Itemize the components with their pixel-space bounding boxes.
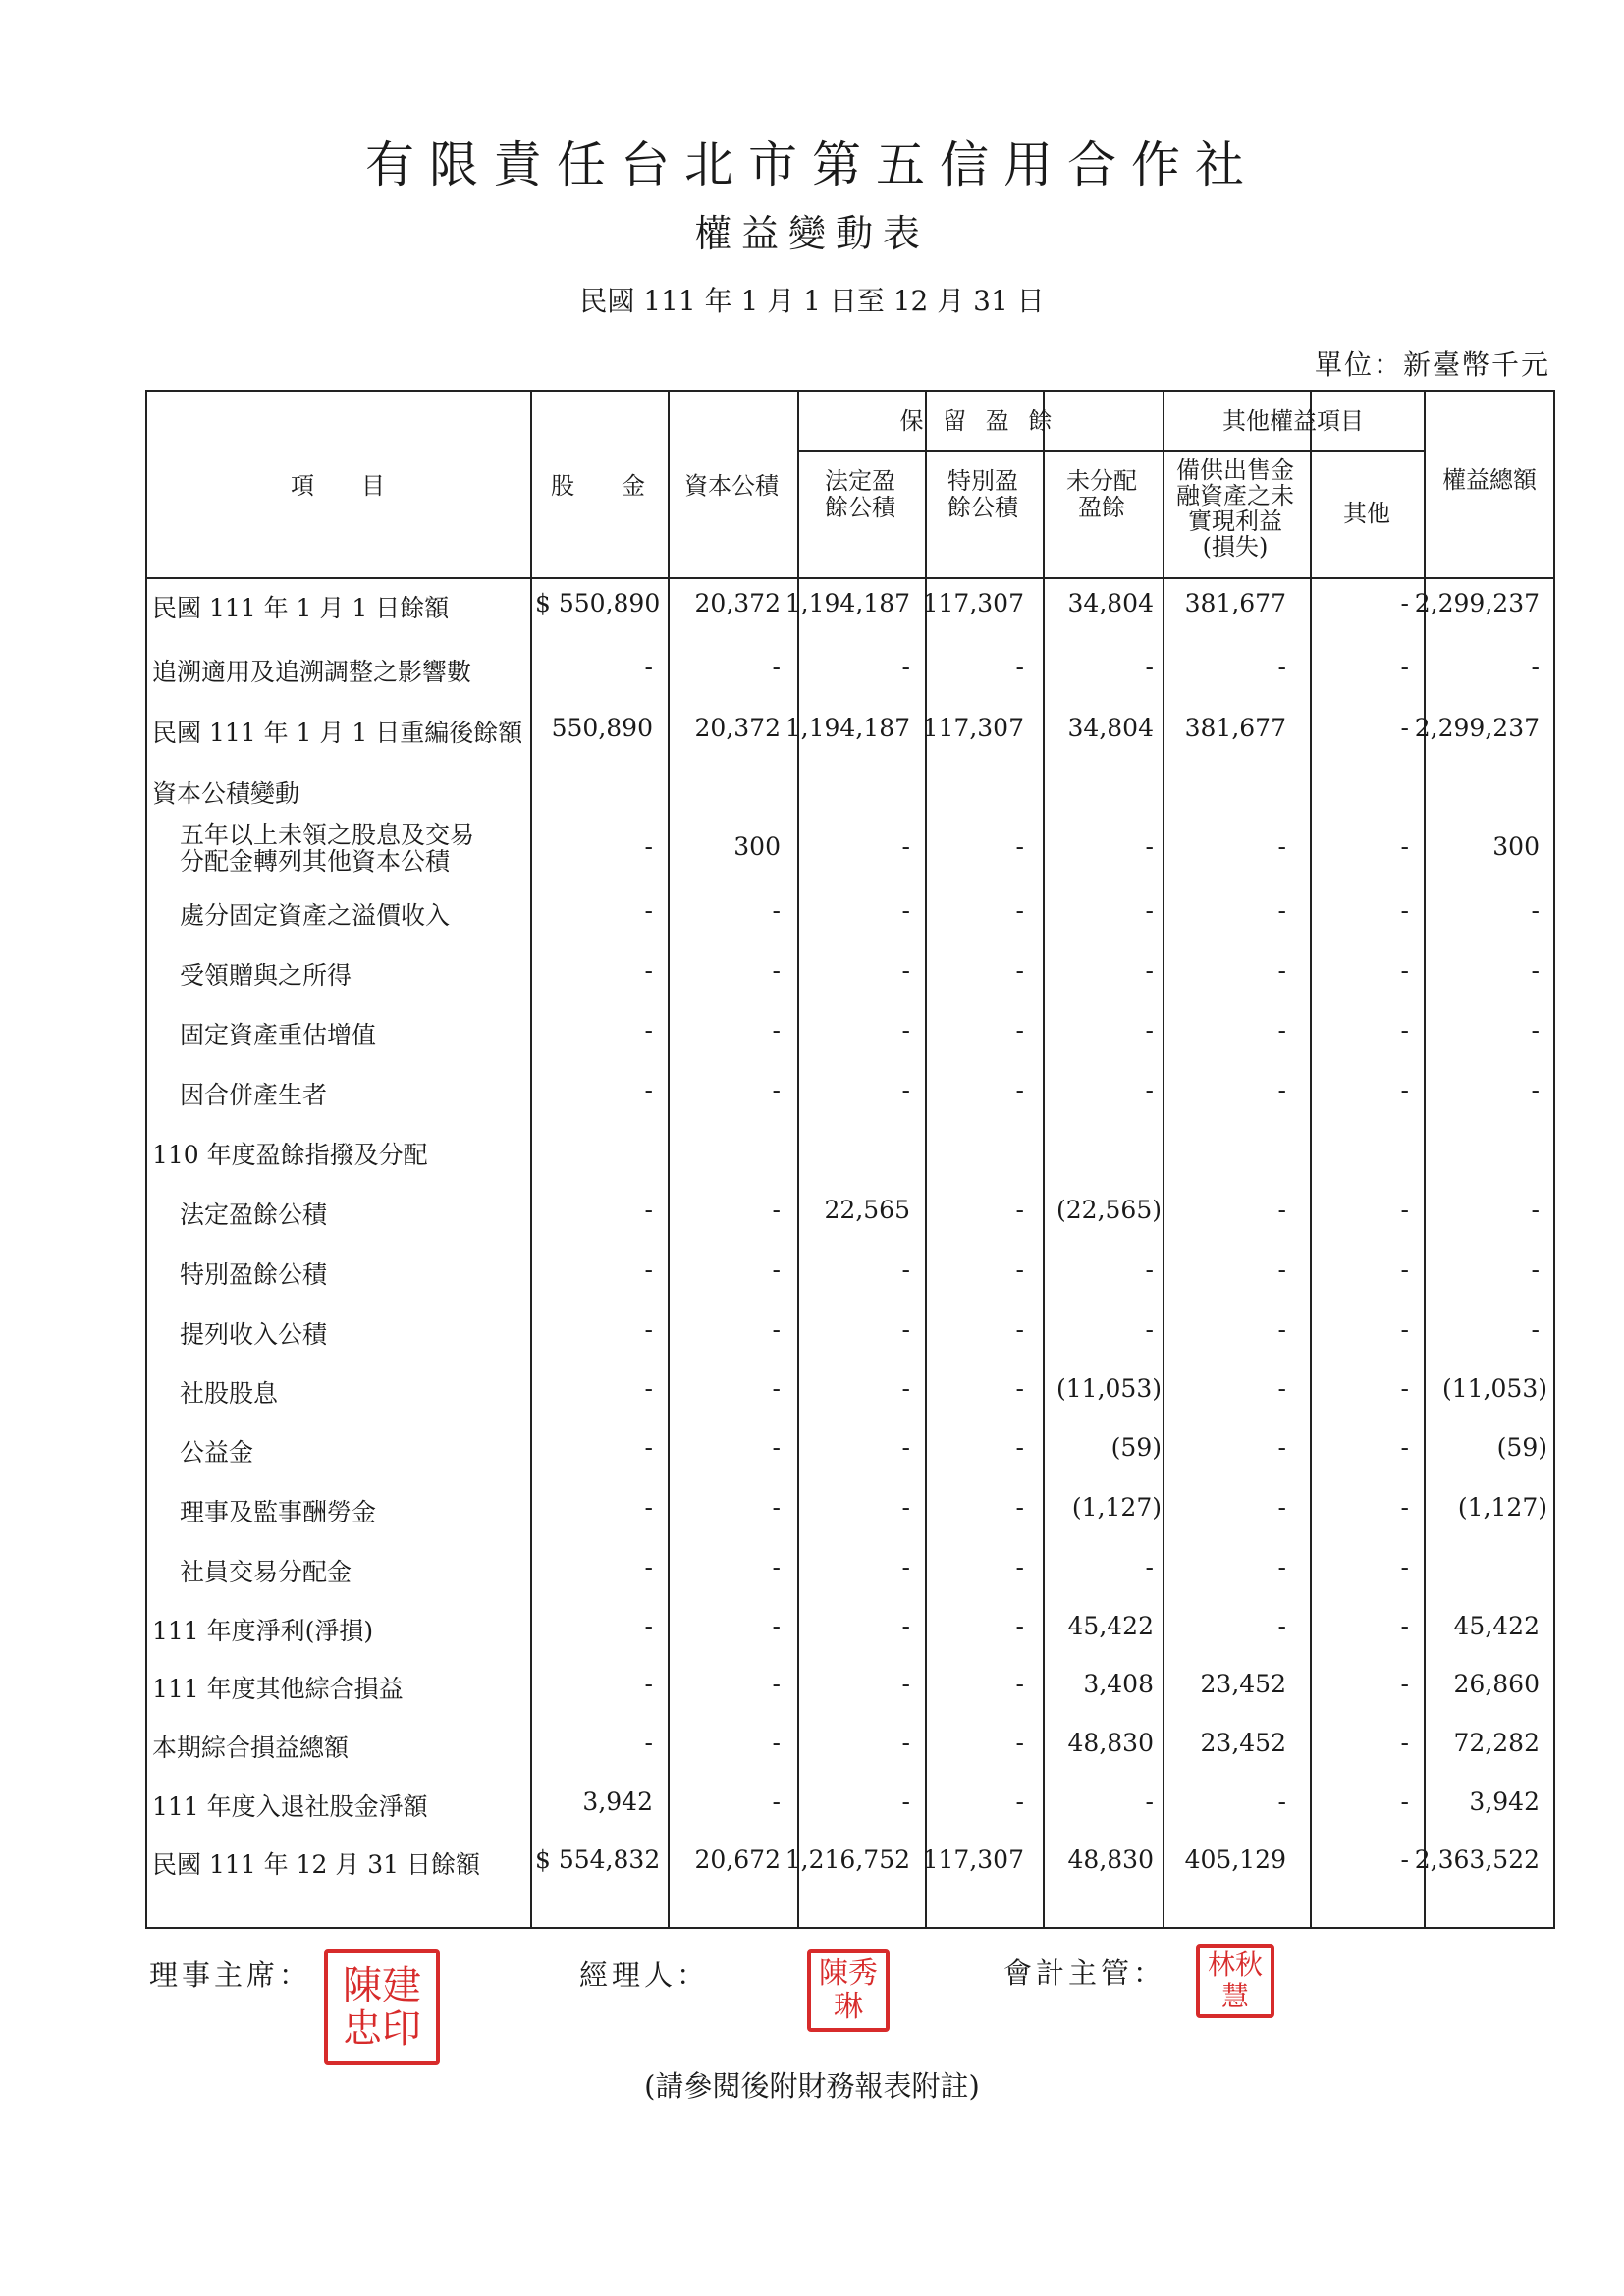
row-value: - xyxy=(1277,1553,1286,1581)
row-value: - xyxy=(1015,1016,1024,1044)
header-other: 其他 xyxy=(1343,500,1390,527)
row-label: 資本公積變動 xyxy=(152,779,300,808)
row-value: 72,282 xyxy=(1453,1729,1540,1757)
row-value: - xyxy=(1015,1788,1024,1816)
row-value: - xyxy=(644,1433,653,1462)
row-value: - xyxy=(1400,1788,1409,1816)
row-value: - xyxy=(1277,896,1286,925)
row-value: - xyxy=(644,1729,653,1757)
row-value: - xyxy=(772,1076,781,1104)
row-value: - xyxy=(1400,1016,1409,1044)
row-value: - xyxy=(1015,1729,1024,1757)
header-legal-reserve: 法定盈 餘公積 xyxy=(825,467,895,521)
row-value: - xyxy=(1015,1612,1024,1640)
row-value: - xyxy=(644,1493,653,1522)
row-value: (1,127) xyxy=(1071,1493,1162,1522)
row-value: 3,942 xyxy=(582,1788,653,1816)
row-value: - xyxy=(901,1788,910,1816)
row-value: - xyxy=(1015,896,1024,925)
row-value: - xyxy=(644,1612,653,1640)
row-value: - xyxy=(1015,1670,1024,1698)
table-column-divider xyxy=(797,390,799,1929)
row-value: (22,565) xyxy=(1056,1196,1162,1224)
row-value: - xyxy=(1277,1016,1286,1044)
table-column-divider xyxy=(1163,390,1164,1929)
row-value: 20,372 xyxy=(694,589,781,617)
row-value: (59) xyxy=(1496,1433,1547,1462)
row-value: 45,422 xyxy=(1067,1612,1154,1640)
header-special-reserve: 特別盈 餘公積 xyxy=(947,467,1018,521)
row-value: - xyxy=(1277,653,1286,681)
row-value: - xyxy=(1400,956,1409,985)
row-value: - xyxy=(901,653,910,681)
row-value: - xyxy=(1277,1433,1286,1462)
row-value: - xyxy=(1145,1076,1154,1104)
row-value: 117,307 xyxy=(922,589,1024,617)
header-unappropriated: 未分配 盈餘 xyxy=(1066,467,1137,521)
row-value: - xyxy=(901,1493,910,1522)
row-value: (1,127) xyxy=(1457,1493,1547,1522)
organization-title: 有限責任台北市第五信用合作社 xyxy=(365,136,1259,193)
row-value: - xyxy=(1015,1255,1024,1284)
manager-label: 經理人： xyxy=(579,1958,710,1992)
row-value: - xyxy=(1531,1076,1540,1104)
row-value: - xyxy=(644,1374,653,1403)
row-value: - xyxy=(644,1016,653,1044)
row-value: - xyxy=(1531,1196,1540,1224)
row-value: - xyxy=(1531,1315,1540,1344)
header-item: 項 目 xyxy=(291,472,385,500)
row-value: - xyxy=(772,1553,781,1581)
row-value: - xyxy=(772,1433,781,1462)
row-value: 2,299,237 xyxy=(1414,589,1540,617)
row-value: 2,299,237 xyxy=(1414,714,1540,742)
row-label: 111 年度入退社股金淨額 xyxy=(152,1792,428,1821)
row-value: - xyxy=(1400,653,1409,681)
row-value: - xyxy=(901,1729,910,1757)
row-value: - xyxy=(1277,1196,1286,1224)
row-value: - xyxy=(1531,653,1540,681)
row-value: - xyxy=(644,956,653,985)
row-value: 1,194,187 xyxy=(785,589,910,617)
footnote: (請參閱後附財務報表附註) xyxy=(644,2069,980,2103)
row-value: - xyxy=(1015,653,1024,681)
header-afs-unrealized: 備供出售金 融資產之未 實現利益 (損失) xyxy=(1176,456,1294,561)
row-value: - xyxy=(772,1315,781,1344)
row-label: 民國 111 年 1 月 1 日餘額 xyxy=(152,594,450,622)
row-value: 34,804 xyxy=(1067,714,1154,742)
row-value: - xyxy=(644,1315,653,1344)
row-value: 3,942 xyxy=(1469,1788,1540,1816)
row-value: 1,194,187 xyxy=(785,714,910,742)
row-value: 3,408 xyxy=(1083,1670,1154,1698)
row-value: (59) xyxy=(1110,1433,1162,1462)
row-value: - xyxy=(1400,1845,1409,1874)
row-value: - xyxy=(1400,1255,1409,1284)
row-value: - xyxy=(1400,1493,1409,1522)
row-value: - xyxy=(1531,1255,1540,1284)
row-value: $ 554,832 xyxy=(535,1845,661,1874)
row-value: - xyxy=(772,1374,781,1403)
accountant-label: 會計主管： xyxy=(1003,1956,1166,1990)
row-value: 45,422 xyxy=(1453,1612,1540,1640)
row-label: 111 年度其他綜合損益 xyxy=(152,1675,404,1703)
row-value: - xyxy=(1015,832,1024,861)
row-label: 111 年度淨利(淨損) xyxy=(152,1617,374,1645)
row-value: 26,860 xyxy=(1453,1670,1540,1698)
row-value: 117,307 xyxy=(922,1845,1024,1874)
table-column-divider xyxy=(1424,390,1426,1929)
row-label: 提列收入公積 xyxy=(180,1320,328,1349)
header-capital-surplus: 資本公積 xyxy=(684,472,779,500)
row-value: - xyxy=(1015,1493,1024,1522)
row-value: - xyxy=(1400,1076,1409,1104)
row-label: 法定盈餘公積 xyxy=(180,1201,328,1229)
row-value: - xyxy=(772,1670,781,1698)
row-value: - xyxy=(1015,1374,1024,1403)
row-value: - xyxy=(1145,1016,1154,1044)
row-value: - xyxy=(1277,1374,1286,1403)
row-value: - xyxy=(772,1729,781,1757)
row-value: 117,307 xyxy=(922,714,1024,742)
row-value: 23,452 xyxy=(1200,1670,1286,1698)
row-value: 34,804 xyxy=(1067,589,1154,617)
row-value: - xyxy=(1277,1493,1286,1522)
row-value: 381,677 xyxy=(1184,714,1286,742)
row-value: - xyxy=(1400,896,1409,925)
row-value: - xyxy=(1015,956,1024,985)
row-value: - xyxy=(644,1196,653,1224)
row-value: - xyxy=(1277,1255,1286,1284)
row-value: 300 xyxy=(1492,832,1540,861)
row-value: - xyxy=(901,1016,910,1044)
row-label: 固定資產重估增值 xyxy=(180,1021,377,1049)
row-value: - xyxy=(1145,832,1154,861)
row-value: 22,565 xyxy=(824,1196,910,1224)
row-value: - xyxy=(1400,1196,1409,1224)
row-value: - xyxy=(1531,956,1540,985)
row-value: - xyxy=(1015,1553,1024,1581)
row-value: - xyxy=(1145,956,1154,985)
row-value: (11,053) xyxy=(1442,1374,1547,1403)
row-value: 1,216,752 xyxy=(785,1845,910,1874)
row-value: 48,830 xyxy=(1067,1729,1154,1757)
row-value: - xyxy=(901,1255,910,1284)
row-value: - xyxy=(1015,1433,1024,1462)
row-value: 23,452 xyxy=(1200,1729,1286,1757)
row-value: - xyxy=(1400,832,1409,861)
row-value: 2,363,522 xyxy=(1414,1845,1540,1874)
row-value: - xyxy=(772,956,781,985)
table-column-divider xyxy=(1310,390,1312,1929)
row-value: - xyxy=(1145,653,1154,681)
row-value: 405,129 xyxy=(1184,1845,1286,1874)
row-label: 社股股息 xyxy=(180,1379,279,1408)
row-value: - xyxy=(901,956,910,985)
row-value: - xyxy=(901,1315,910,1344)
row-label: 處分固定資產之溢價收入 xyxy=(180,901,451,930)
row-value: - xyxy=(1015,1196,1024,1224)
row-value: - xyxy=(1400,1670,1409,1698)
row-label: 民國 111 年 12 月 31 日餘額 xyxy=(152,1850,481,1879)
header-other-equity: 其他權益項目 xyxy=(1222,407,1364,435)
row-value: - xyxy=(1400,1315,1409,1344)
row-value: - xyxy=(1400,1612,1409,1640)
row-label: 理事及監事酬勞金 xyxy=(180,1498,377,1526)
row-value: - xyxy=(1145,1255,1154,1284)
table-column-divider xyxy=(925,390,927,1929)
row-value: - xyxy=(644,832,653,861)
row-value: - xyxy=(772,1788,781,1816)
row-value: - xyxy=(901,1374,910,1403)
row-value: - xyxy=(1277,1788,1286,1816)
row-value: - xyxy=(644,653,653,681)
row-value: - xyxy=(772,1255,781,1284)
row-value: 20,372 xyxy=(694,714,781,742)
row-value: - xyxy=(901,1433,910,1462)
row-value: - xyxy=(772,1016,781,1044)
row-value: - xyxy=(1277,1076,1286,1104)
row-value: (11,053) xyxy=(1056,1374,1162,1403)
row-value: - xyxy=(1015,1076,1024,1104)
row-value: - xyxy=(772,1612,781,1640)
table-row-divider xyxy=(797,450,1424,452)
row-label: 因合併產生者 xyxy=(180,1081,328,1109)
row-label: 公益金 xyxy=(180,1438,254,1467)
row-value: - xyxy=(644,1255,653,1284)
table-column-divider xyxy=(530,390,532,1929)
chairman-seal: 陳建 忠印 xyxy=(324,1949,440,2065)
row-label: 民國 111 年 1 月 1 日重編後餘額 xyxy=(152,719,523,747)
row-label: 社員交易分配金 xyxy=(180,1558,352,1586)
row-value: - xyxy=(644,1670,653,1698)
row-label: 特別盈餘公積 xyxy=(180,1260,328,1289)
row-value: - xyxy=(644,896,653,925)
row-value: - xyxy=(1145,1315,1154,1344)
row-value: - xyxy=(1145,1788,1154,1816)
row-value: - xyxy=(772,653,781,681)
row-value: - xyxy=(901,1670,910,1698)
header-total-equity: 權益總額 xyxy=(1442,466,1537,494)
row-value: - xyxy=(901,1076,910,1104)
row-value: - xyxy=(1400,1374,1409,1403)
row-value: - xyxy=(901,832,910,861)
row-value: - xyxy=(1277,1315,1286,1344)
accountant-seal: 林秋 慧 xyxy=(1196,1944,1274,2018)
header-share-capital: 股 金 xyxy=(551,472,645,500)
row-value: - xyxy=(644,1553,653,1581)
row-value: - xyxy=(1145,1553,1154,1581)
row-value: - xyxy=(772,896,781,925)
table-row-divider xyxy=(145,577,1555,579)
chairman-label: 理事主席： xyxy=(149,1958,312,1992)
header-retained-earnings: 保 留 盈 餘 xyxy=(899,407,1058,435)
row-value: - xyxy=(1145,896,1154,925)
table-column-divider xyxy=(1043,390,1045,1929)
row-value: - xyxy=(901,896,910,925)
row-value: 550,890 xyxy=(551,714,653,742)
row-value: - xyxy=(1400,589,1409,617)
row-value: - xyxy=(1277,832,1286,861)
row-value: - xyxy=(901,1612,910,1640)
row-label: 110 年度盈餘指撥及分配 xyxy=(152,1141,428,1169)
row-value: 20,672 xyxy=(694,1845,781,1874)
row-label: 受領贈與之所得 xyxy=(180,961,352,989)
row-value: $ 550,890 xyxy=(535,589,661,617)
row-label: 追溯適用及追溯調整之影響數 xyxy=(152,658,472,686)
row-value: - xyxy=(1400,1433,1409,1462)
row-value: - xyxy=(901,1553,910,1581)
row-value: - xyxy=(1400,1553,1409,1581)
row-value: 48,830 xyxy=(1067,1845,1154,1874)
row-label: 本期綜合損益總額 xyxy=(152,1734,350,1762)
row-value: 300 xyxy=(733,832,781,861)
statement-period: 民國 111 年 1 月 1 日至 12 月 31 日 xyxy=(579,285,1045,317)
row-value: - xyxy=(1400,714,1409,742)
row-value: 381,677 xyxy=(1184,589,1286,617)
table-column-divider xyxy=(668,390,670,1929)
manager-seal: 陳秀 琳 xyxy=(807,1949,890,2032)
row-value: - xyxy=(772,1196,781,1224)
row-value: - xyxy=(1277,1612,1286,1640)
row-value: - xyxy=(1277,956,1286,985)
row-value: - xyxy=(1531,896,1540,925)
row-value: - xyxy=(772,1493,781,1522)
row-value: - xyxy=(1400,1729,1409,1757)
statement-title: 權益變動表 xyxy=(693,212,930,255)
currency-unit: 單位：新臺幣千元 xyxy=(1314,348,1550,381)
row-value: - xyxy=(644,1076,653,1104)
row-value: - xyxy=(1015,1315,1024,1344)
row-value: - xyxy=(1531,1016,1540,1044)
row-label: 五年以上未領之股息及交易 分配金轉列其他資本公積 xyxy=(180,821,475,876)
